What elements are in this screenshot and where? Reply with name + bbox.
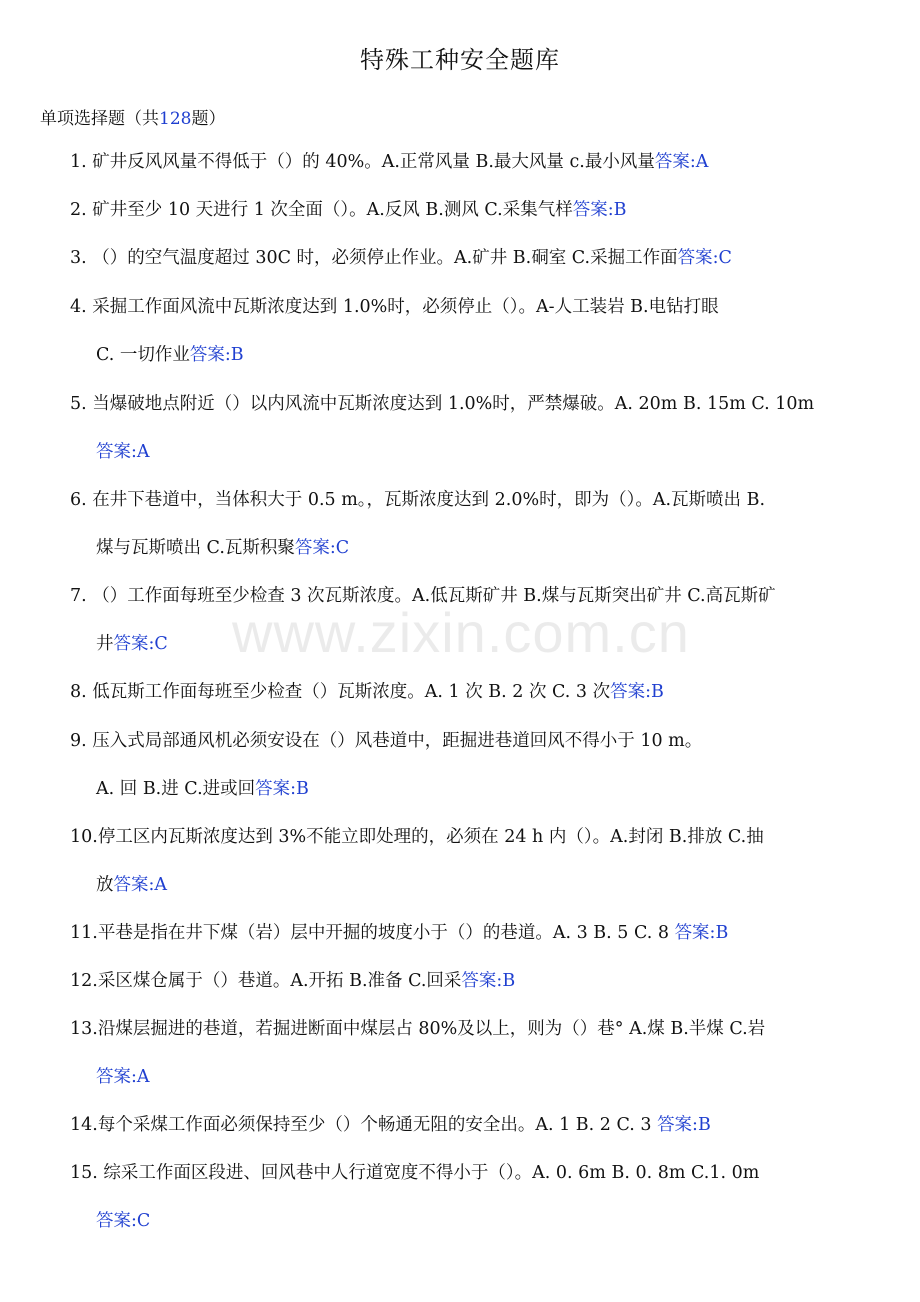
watermark: www.zixin.com.cn bbox=[232, 601, 690, 664]
question-line: 煤与瓦斯喷出 C.瓦斯积聚答案:C bbox=[96, 538, 350, 558]
question-line: 井答案:C bbox=[96, 634, 168, 654]
question-line bbox=[96, 438, 150, 463]
answer: 答案:A bbox=[96, 1067, 150, 1087]
question-line: 2. 矿井至少 10 天进行 1 次全面（）。A.反风 B.测风 C.采集气样答案:B bbox=[70, 200, 627, 220]
question-line: 11.平巷是指在井下煤（岩）层中开掘的坡度小于（）的巷道。A. 3 B. 5 C. 8 答案:B bbox=[70, 923, 729, 943]
section-prefix: 单项选择题（共 bbox=[40, 109, 159, 129]
answer: 答案:B bbox=[610, 682, 664, 702]
question-line: 3. （）的空气温度超过 30C 时，必须停止作业。A.矿井 B.硐室 C.采掘工作面答案:C bbox=[70, 248, 732, 268]
answer: 答案:B bbox=[461, 971, 516, 991]
question-line: 6. 在井下巷道中，当体积大于 0.5 m。，瓦斯浓度达到 2.0%时，即为（）。A.瓦斯喷出 B. bbox=[70, 490, 766, 510]
question-count: 128 bbox=[159, 109, 192, 129]
question-line: 10.停工区内瓦斯浓度达到 3%不能立即处理的，必须在 24 h 内（）。A.封闭 B.排放 C.抽 bbox=[70, 827, 764, 847]
page-title: 特殊工种安全题库 bbox=[360, 46, 560, 74]
section-heading bbox=[40, 104, 225, 129]
question-line: 13.沿煤层掘进的巷道，若掘进断面中煤层占 80%及以上，则为（）巷° A.煤 B.半煤 C.岩 bbox=[70, 1019, 766, 1039]
answer: 答案:A bbox=[113, 875, 168, 895]
answer: 答案:C bbox=[294, 538, 350, 558]
answer: 答案:A bbox=[96, 442, 150, 462]
question-line: 7. （）工作面每班至少检查 3 次瓦斯浓度。A.低瓦斯矿井 B.煤与瓦斯突出矿井 C.高瓦斯矿 bbox=[70, 586, 776, 606]
question-line bbox=[96, 1063, 150, 1088]
answer: 答案:C bbox=[113, 634, 168, 654]
question-line bbox=[96, 1207, 150, 1232]
question-line: 放答案:A bbox=[96, 875, 168, 895]
section-suffix: 题） bbox=[191, 109, 226, 129]
answer: 答案:B bbox=[572, 200, 627, 220]
question-line: 12.采区煤仓属于（）巷道。A.开拓 B.准备 C.回采答案:B bbox=[70, 971, 516, 991]
question-line: 4. 采掘工作面风流中瓦斯浓度达到 1.0%时，必须停止（）。A-人工装岩 B.电钻打眼 bbox=[70, 297, 719, 317]
question-line: A. 回 B.进 C.进或回答案:B bbox=[96, 779, 309, 799]
answer: 答案:C bbox=[96, 1211, 151, 1231]
question-line: 1. 矿井反风风量不得低于（）的 40%。A.正常风量 B.最大风量 c.最小风量答案:A bbox=[70, 152, 709, 172]
answer: 答案:A bbox=[654, 152, 709, 172]
answer: 答案:C bbox=[677, 248, 732, 268]
answer: 答案:B bbox=[189, 345, 244, 365]
question-line: 14.每个采煤工作面必须保持至少（）个畅通无阻的安全出。A. 1 B. 2 C. 3 答案:B bbox=[70, 1115, 711, 1135]
question-line: 9. 压入式局部通风机必须安设在（）风巷道中，距掘进巷道回风不得小于 10 m。 bbox=[70, 731, 703, 751]
question-line: 5. 当爆破地点附近（）以内风流中瓦斯浓度达到 1.0%时，严禁爆破。A. 20m B. 15m C. 10m bbox=[70, 394, 815, 414]
answer: 答案:B bbox=[674, 923, 729, 943]
question-line: 15. 综采工作面区段进、回风巷中人行道宽度不得小于（）。A. 0. 6m B. 0. 8m C.1. 0m bbox=[70, 1163, 760, 1183]
question-line: 8. 低瓦斯工作面每班至少检查（）瓦斯浓度。A. 1 次 B. 2 次 C. 3 次答案:B bbox=[70, 682, 664, 702]
question-line: C. 一切作业答案:B bbox=[96, 345, 244, 365]
answer: 答案:B bbox=[657, 1115, 711, 1135]
answer: 答案:B bbox=[255, 779, 309, 799]
